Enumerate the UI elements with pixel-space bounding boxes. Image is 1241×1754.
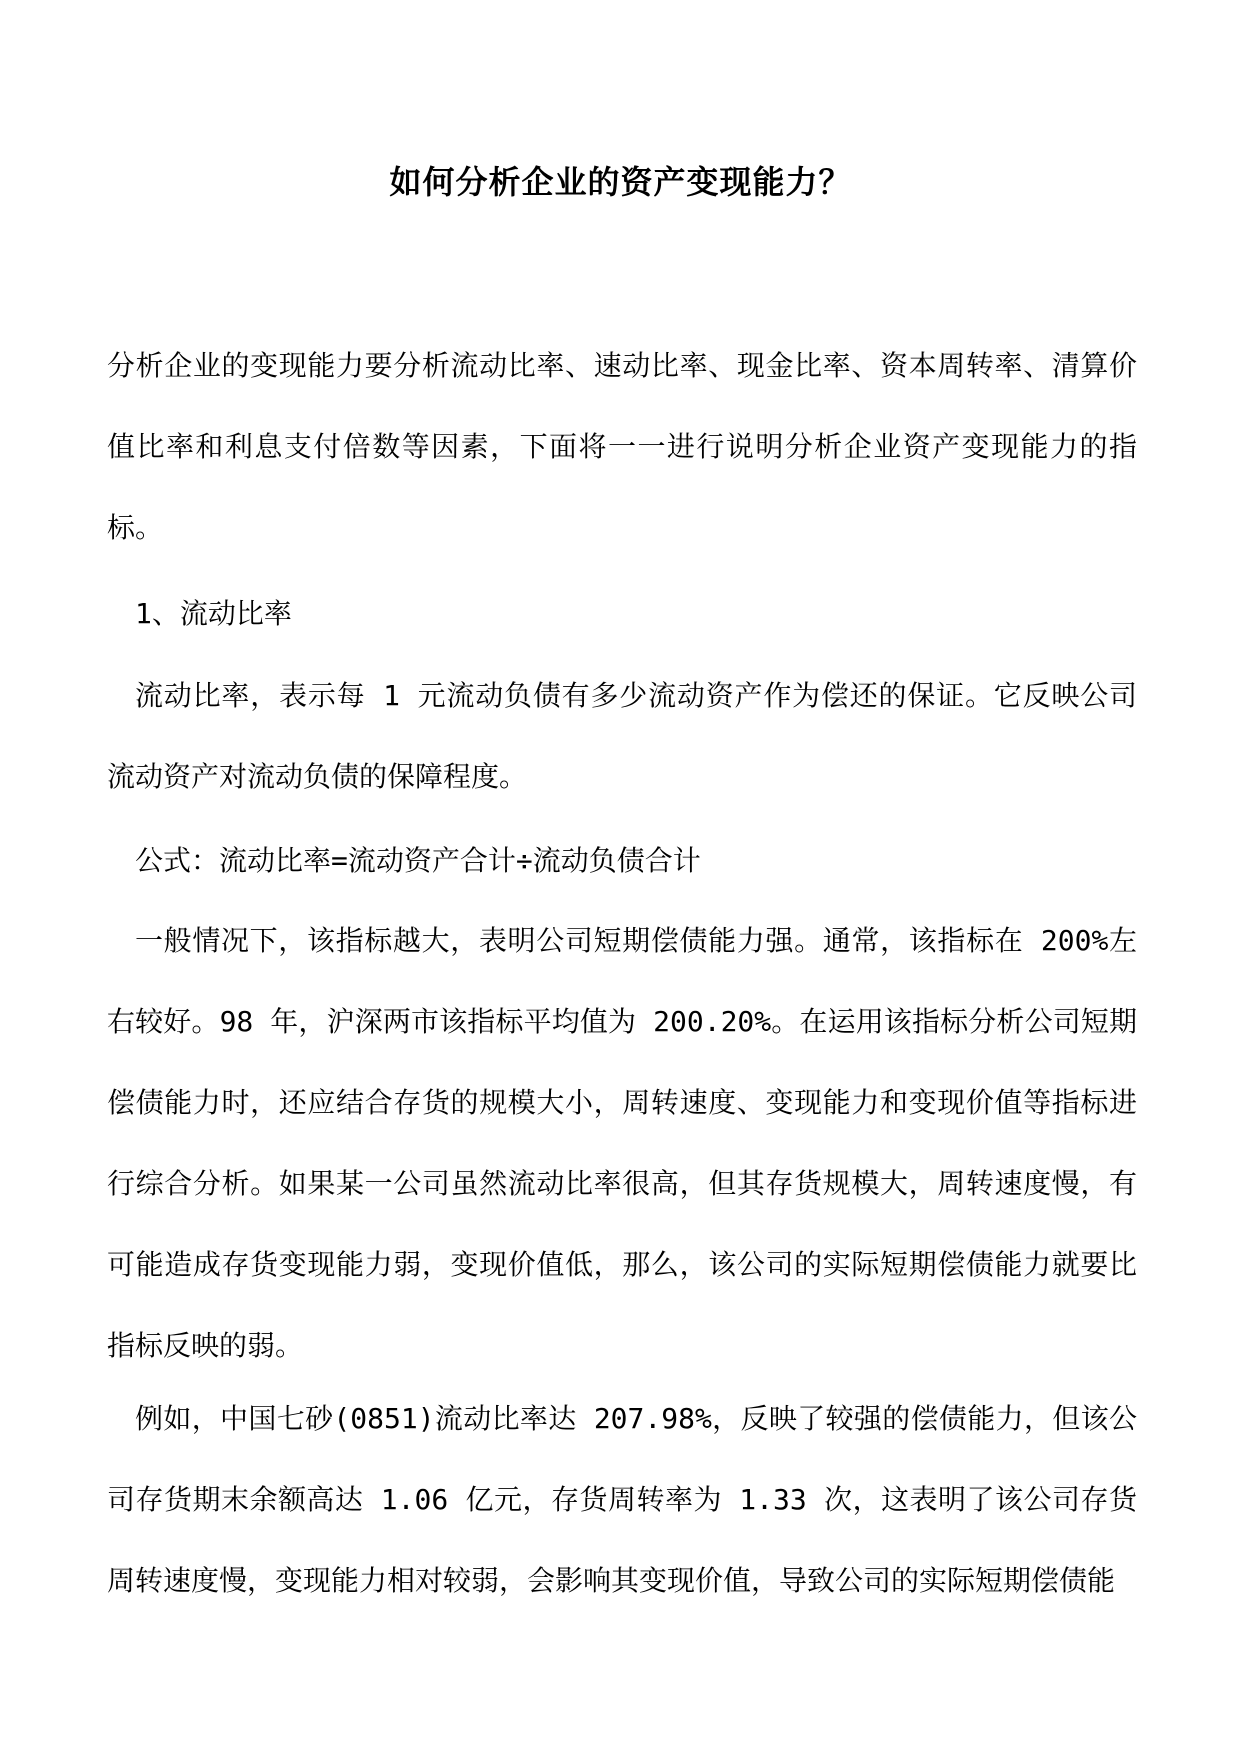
document-title: 如何分析企业的资产变现能力？ [389, 163, 852, 201]
intro-paragraph: 分析企业的变现能力要分析流动比率、速动比率、现金比率、资本周转率、清算价值比率和利息支付倍数等因素，下面将一一进行说明分析企业资产变现能力的指标。 [107, 349, 1137, 544]
example-paragraph: 例如，中国七砂(0851)流动比率达 207.98%，反映了较强的偿债能力，但该公司存货期末余额高达 1.06 亿元，存货周转率为 1.33 次，这表明了该公司存货周转速度慢，变现能力相对较弱，会影响其变现价值，导致公司的实际短期偿债能 [107, 1402, 1137, 1597]
formula-paragraph: 公式：流动比率=流动资产合计÷流动负债合计 [135, 844, 701, 877]
section-heading-current-ratio: 1、流动比率 [135, 597, 292, 630]
definition-paragraph: 流动比率，表示每 1 元流动负债有多少流动资产作为偿还的保证。它反映公司流动资产对流动负债的保障程度。 [107, 679, 1137, 793]
analysis-paragraph: 一般情况下，该指标越大，表明公司短期偿债能力强。通常，该指标在 200%左右较好。98 年，沪深两市该指标平均值为 200.20%。在运用该指标分析公司短期偿债能力时，还应结合存货的规模大小，周转速度、变现能力和变现价值等指标进行综合分析。如果某一公司虽然流动比率很高，但其存货规模大，周转速度慢，有可能造成存货变现能力弱，变现价值低，那么，该公司的实际短期偿债能力就要比指标反映的弱。 [107, 924, 1137, 1362]
